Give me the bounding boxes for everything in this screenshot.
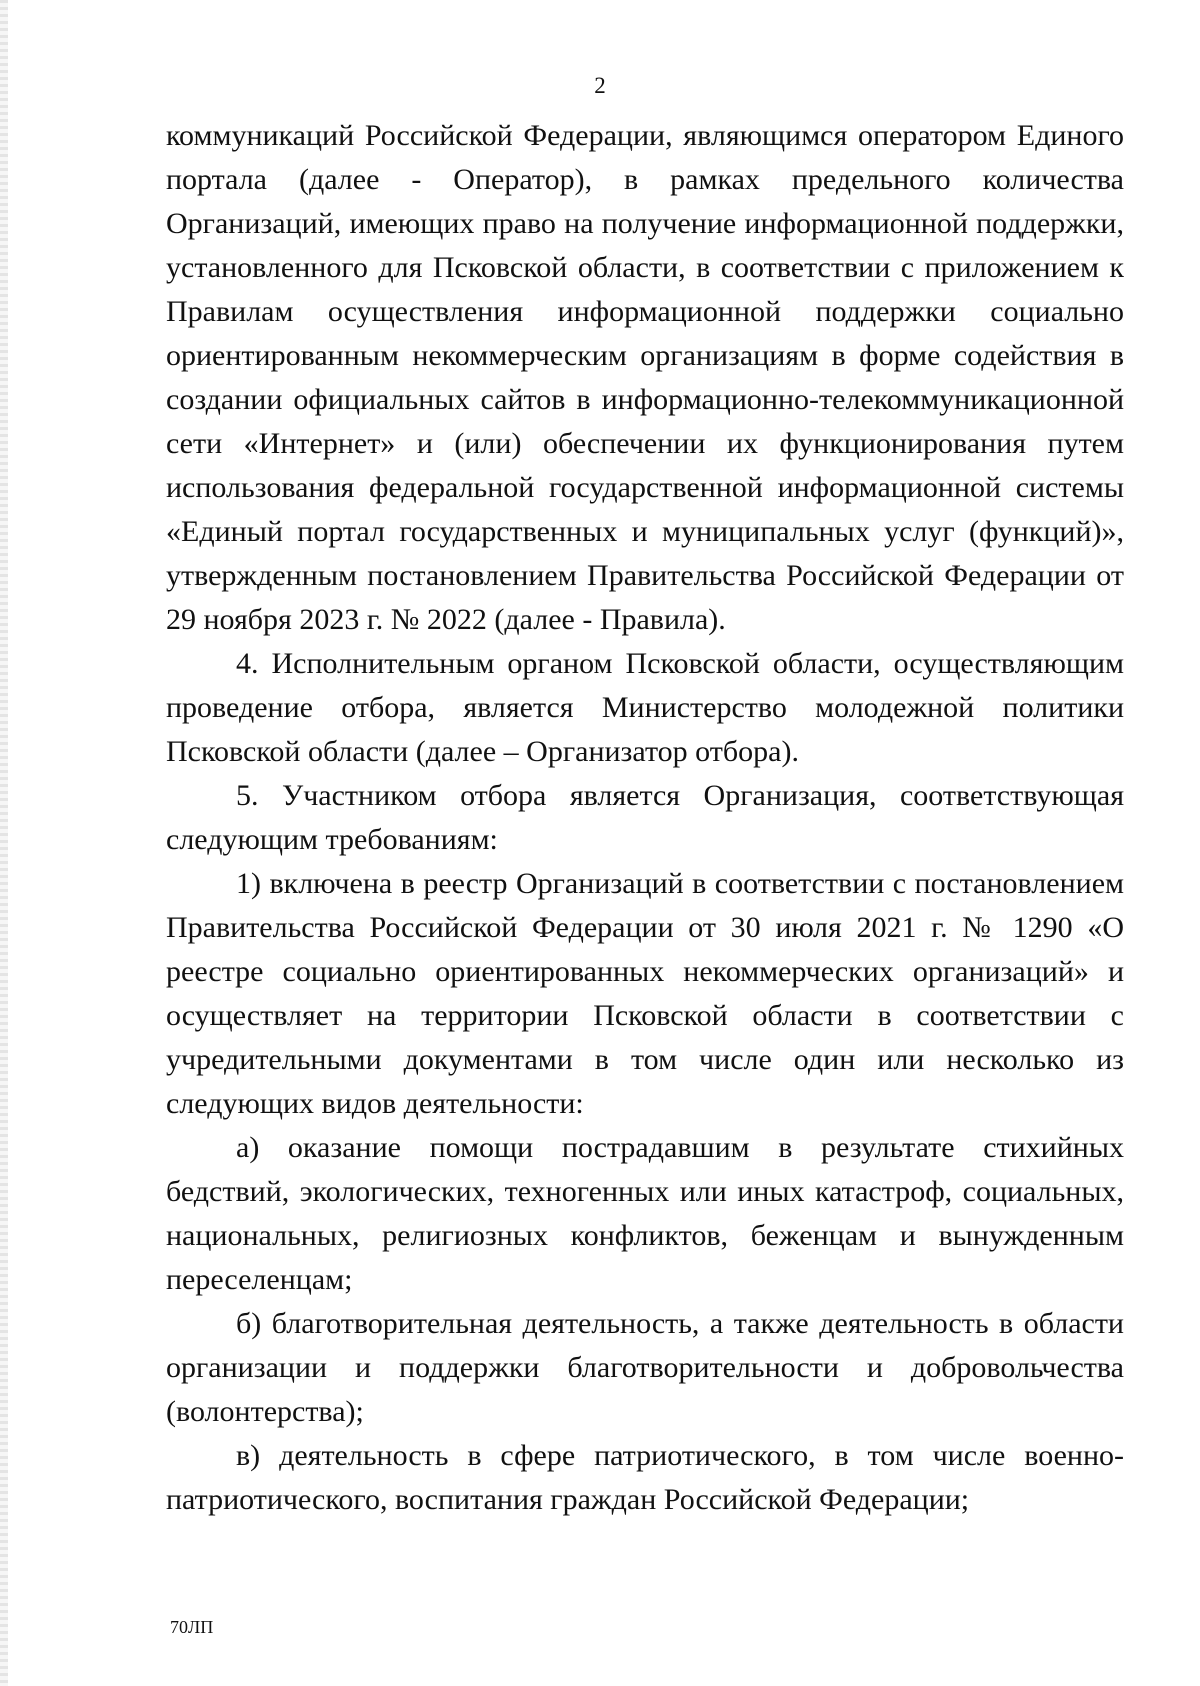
paragraph-subitem-b: б) благотворительная деятельность, а также деятельность в области организации и поддержки благотворительности и добровольчества (волонтерства); <box>166 1307 1124 1428</box>
page-number: 2 <box>594 73 606 98</box>
paragraph-subitem-1: 1) включена в реестр Организаций в соответствии с постановлением Правительства Российской Федерации от 30 июля 2021 г. № 1290 «О реестре социально ориентированных некоммерческих организаций» и осуществляет на территории Псковской области в соответствии с учредительными документами в том числе один или несколько из следующих видов деятельности: <box>166 867 1124 1120</box>
paragraph-item-4: 4. Исполнительным органом Псковской области, осуществляющим проведение отбора, является Министерство молодежной политики Псковской области (далее – Организатор отбора). <box>166 647 1124 768</box>
paragraph-subitem-a: а) оказание помощи пострадавшим в результате стихийных бедствий, экологических, техногенных или иных катастроф, социальных, национальных, религиозных конфликтов, беженцам и вынужденным переселенцам; <box>166 1131 1124 1296</box>
paragraph-continuation: коммуникаций Российской Федерации, являющимся оператором Единого портала (далее - Оператор), в рамках предельного количества Организаций, имеющих право на получение информационной поддержки, установленного для Псковской области, в соответствии с приложением к Правилам осуществления информационной поддержки социально ориентированным некоммерческим организациям в форме содействия в создании официальных сайтов в информационно-телекоммуникационной сети «Интернет» и (или) обеспечении их функционирования путем использования федеральной государственной информационной системы «Единый портал государственных и муниципальных услуг (функций)», утвержденным постановлением Правительства Российской Федерации от 29 ноября 2023 г. № 2022 (далее - Правила). <box>166 119 1124 636</box>
scan-edge <box>0 0 8 1686</box>
document-body <box>166 114 1124 1522</box>
paragraph-subitem-v: в) деятельность в сфере патриотического, в том числе военно-патриотического, воспитания граждан Российской Федерации; <box>166 1439 1124 1516</box>
paragraph-item-5: 5. Участником отбора является Организация, соответствующая следующим требованиям: <box>166 779 1124 856</box>
footer-code: 70ЛП <box>170 1617 214 1637</box>
